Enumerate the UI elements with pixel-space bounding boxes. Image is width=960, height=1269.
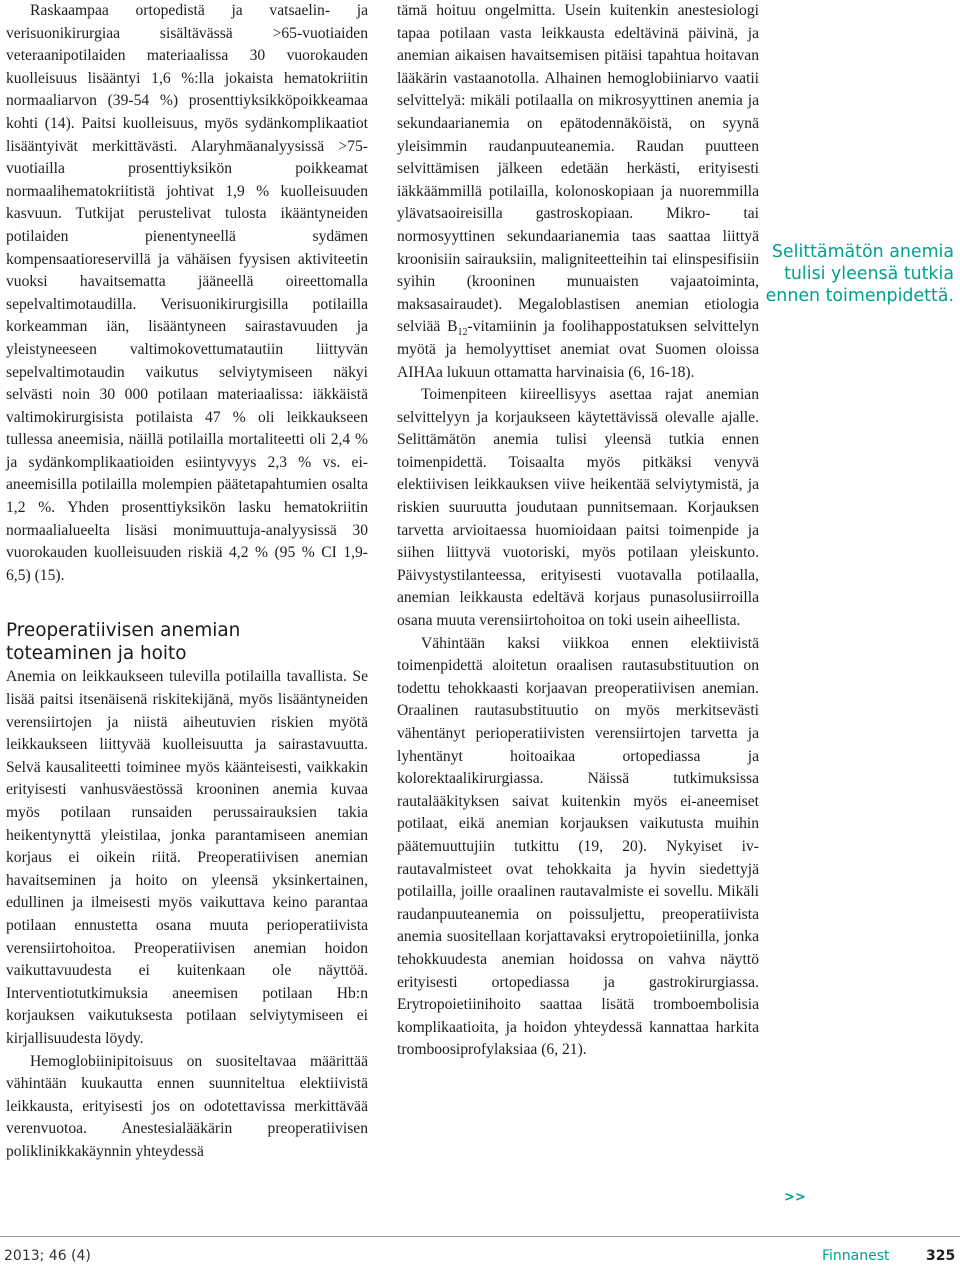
subscript: 12 bbox=[457, 327, 468, 339]
footer-divider bbox=[0, 1236, 960, 1237]
continue-arrow-icon: >> bbox=[784, 1190, 806, 1205]
footer-journal-name: Finnanest bbox=[822, 1248, 890, 1264]
footer-issue: 2013; 46 (4) bbox=[4, 1248, 91, 1264]
body-paragraph: Hemoglobiinipitoisuus on suositeltavaa määrittää vähintään kuukautta ennen suunniteltua elektiivistä leikkausta, erityisesti jos on odotettavissa merkittävää verenvuotoa. Anestesialääkärin preoperatiivisen poliklinikkakäynnin yhteydessä bbox=[6, 1052, 368, 1160]
body-paragraph bbox=[397, 0, 759, 384]
paragraph-text: -vitamiinin ja foolihappostatuksen selvittelyn myötä ja hemolyyttiset anemiat ovat Suomen oloissa AIHAa lukuun ottamatta harvinaisia (6, 16-18). bbox=[397, 318, 759, 381]
body-paragraph: Raskaampaa ortopedistä ja vatsaelin- ja verisuonikirurgiaa sisältävässä >65-vuotiaiden veteraanipotilaiden materiaalissa 30 vuorokauden kuolleisuus lisääntyi 1,6 %:lla jokaista hematokriitin normaaliarvon (39-54 %) prosenttiyksikköpoikkeamaa kohti (14). Paitsi kuolleisuus, myös sydänkomplikaatiot lisääntyivät merkittävästi. Alaryhmäanalyysissä >75-vuotiailla prosenttiyksikön poikkeamat normaalihematokriitistä johtivat 1,9 % kuolleisuuden kasvuun. Tutkijat perustelivat tulosta ikääntyneiden potilaiden pienentyneellä sydämen kompensaatioreservillä ja vähäisen fyysisen aktiviteetin vuoksi havaitsematta jääneellä oireettomalla sepelvaltimotaudilla. Verisuonikirurgisilla potilailla korkeamman iän, lisääntyneen sairastavuuden ja yleistyneeseen valtimokovettumatautiin liittyvän sepelvaltimotaudin vaikutus selviytymiseen näkyi selvästi noin 30 000 potilaan materiaalissa: iäkkäistä valtimokirurgisista potilaista 47 % oli leikkaukseen tullessa aneemisia, näillä potilailla mortaliteetti oli 2,4 % ja sydänkomplikaatioiden esiintyvyys 2,3 % vs. ei-aneemisilla potilailla molempien päätetapahtumien osalta 1,2 %. Yhden prosenttiyksikön lasku hematokriitin normaalialueelta lisäsi monimuuttuja-analyysissä 30 vuorokauden kuolleisuuden riskiä 4,2 % (95 % CI 1,9-6,5) (15). bbox=[6, 2, 368, 584]
pull-quote: Selittämätön anemia tulisi yleensä tutkia ennen toimenpidettä. bbox=[765, 242, 954, 307]
paragraph-text: tämä hoituu ongelmitta. Usein kuitenkin anestesiologi tapaa potilaan vasta leikkausta edeltävinä päivinä, ja anemian aikaisen havaitsemisen pitäisi tapahtua hoitavan lääkärin vastaanotolla. Alhainen hemoglobiiniarvo vaatii selvittelyä: mikäli potilaalla on mikrosyyttinen anemia ja sekundaarianemia on epätodennäköistä, on syynä yleisimmin raudanpuuteanemia. Raudan puutteen selvittämisen jälkeen edetään herkästi, erityisesti iäkkäämmillä potilailla, kolonoskopiaan ja nuoremmilla ylävatsaoireisilla gastroskopiaan. Mikro- tai normosyyttinen sekundaarianemia taas saattaa liittyä kroonisiin sairauksiin, maligniteetteihin tai elinspesifisiin syihin (krooninen munuaisten vajaatoiminta, maksasairaudet). Megaloblastisen anemian etiologia selviää B bbox=[397, 2, 759, 336]
middle-column bbox=[397, 0, 759, 1062]
left-column bbox=[6, 0, 368, 1164]
body-paragraph: Toimenpiteen kiireellisyys asettaa rajat anemian selvittelyyn ja korjaukseen käytettävissä olevalle ajalle. Selittämätön anemia tulisi yleensä tutkia ennen toimenpidettä. Toisaalta myös pitkäksi venyvä elektiivisen leikkauksen viive heikentää selviytymistä, ja riskien suuruutta joudutaan punnitsemaan. Korjauksen tarvetta arvioitaessa huomioidaan paitsi toimenpide ja siihen liittyvä vuotoriski, myös potilaan yleiskunto. Päivystystilanteessa, erityisesti vuotavalla potilaalla, anemian leikkausta edeltävä korjaus punasolusiirroilla osana muuta verensiirtohoitoa on toki usein aiheellista. bbox=[397, 386, 759, 630]
page-number: 325 bbox=[926, 1248, 956, 1264]
body-paragraph: Vähintään kaksi viikkoa ennen elektiivistä toimenpidettä aloitetun oraalisen rautasubstituution on todettu tehokkaasti korjaavan preoperatiivisen anemian. Oraalinen rautasubstituutio on myös merkitsevästi vähentänyt perioperatiivisten verensiirtojen tarvetta ja lyhentänyt hoitoaikaa ortopediassa ja kolorektaalikirurgiassa. Näissä tutkimuksissa rautalääkityksen saivat kuitenkin myös ei-aneemiset potilaat, eikä anemian korjauksen vaikutusta muihin päätemuuttujiin tutkittu (19, 20). Nykyiset iv-rautavalmisteet ovat tehokkaita ja hyvin siedettyjä potilailla, joille oraalinen rautavalmiste ei sovellu. Mikäli raudanpuuteanemia on poissuljettu, preoperatiivista anemia suositellaan korjattavaksi erytropoietiinilla, jonka tehokkuudesta anemian hoidossa on vahva näyttö erityisesti ortopediassa ja gastrokirurgiassa. Erytropoietiinihoito saattaa lisätä tromboembolisia komplikaatioita, ja hoidon yhteydessä kannattaa harkita tromboosiprofylaksiaa (6, 21). bbox=[397, 634, 759, 1059]
section-heading-line: toteaminen ja hoito bbox=[6, 643, 187, 665]
section-heading bbox=[6, 619, 368, 665]
body-paragraph: Anemia on leikkaukseen tulevilla potilailla tavallista. Se lisää paitsi itsenäisenä riskitekijänä, myös lisääntyneiden verensiirtojen ja niistä aiheutuvien riskien myötä leikkaukseen liittyvää kuolleisuutta ja sairastavuutta. Selvä kausaliteetti toiminee myös käänteisesti, vaikkakin erityisesti vanhusväestössä krooninen anemia kuvaa myös potilaan runsaiden perussairauksien takia heikentynyttä yleistilaa, jonka parantamiseen anemian korjaus ei oikein riitä. Preoperatiivisen anemian havaitseminen ja hoito on yleensä yksinkertainen, edullinen ja ilmeisesti myös vaikuttava keino parantaa potilaan ennustetta osana muuta perioperatiivista verensiirtohoitoa. Preoperatiivisen anemian hoidon vaikuttavuudesta ei kuitenkaan ole näyttöä. Interventiotutkimuksia aneemisen potilaan Hb:n korjauksen vaikutuksesta potilaan selviytymiseen ei kirjallisuudesta löydy. bbox=[6, 668, 368, 1047]
section-heading-line: Preoperatiivisen anemian bbox=[6, 620, 241, 642]
